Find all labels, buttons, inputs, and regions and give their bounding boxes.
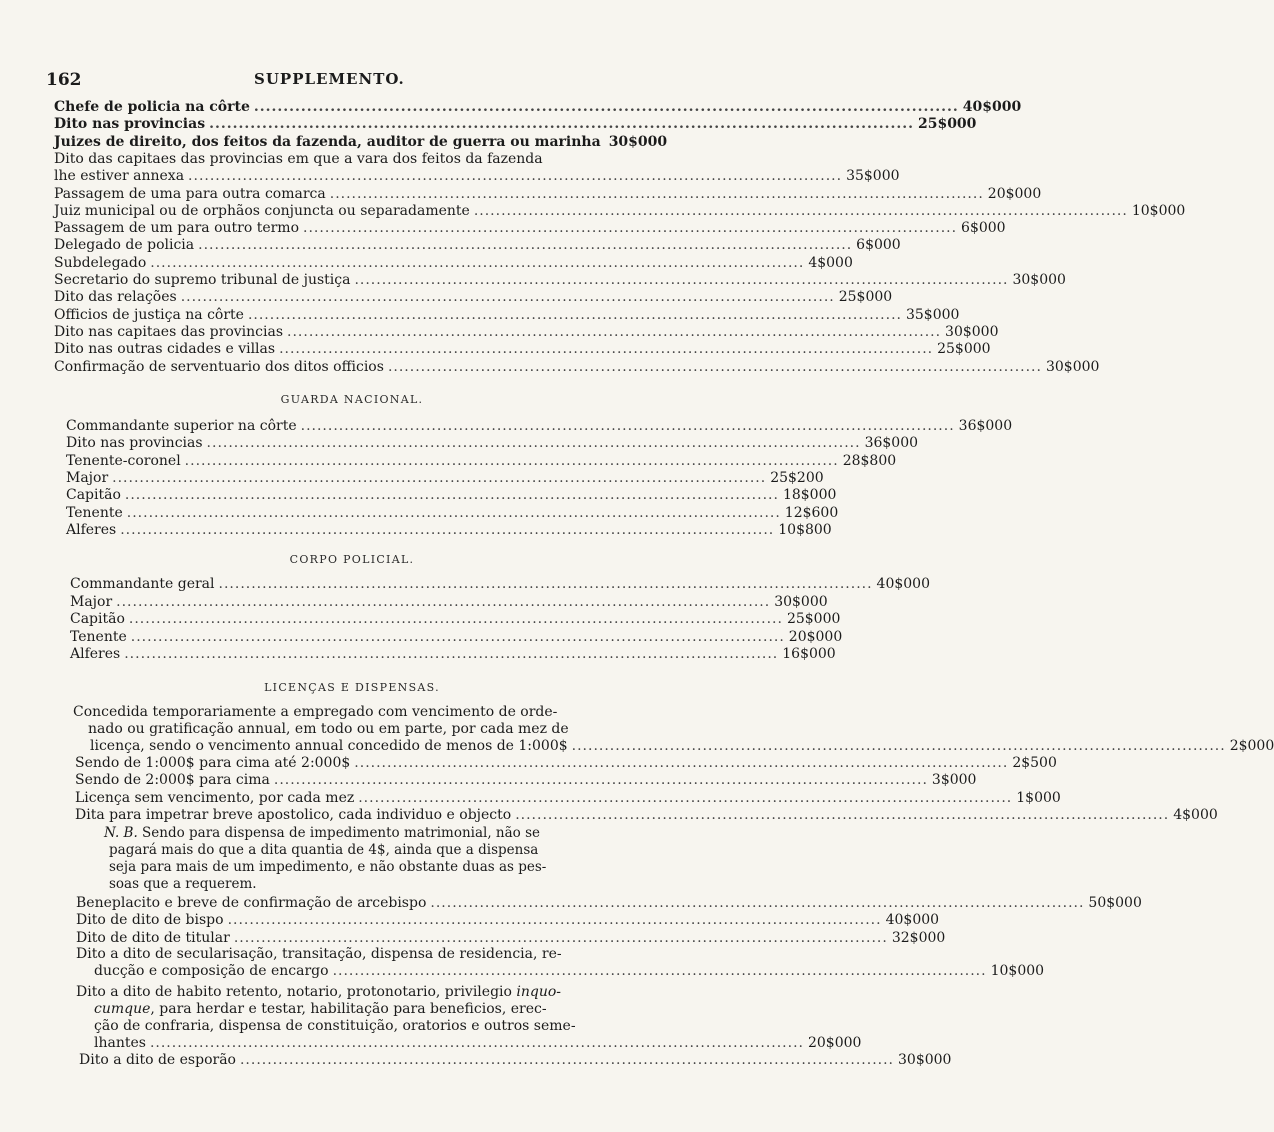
fee-value: 40$000 [885, 912, 940, 929]
section-title-corpo-policial: CORPO POLICIAL. [289, 553, 415, 566]
fee-value: 50$000 [1088, 895, 1142, 911]
fee-row: Dito nas capitaes das provincias ........................................................................................................................ 30$000 [54, 323, 999, 340]
fee-row: Tenente ........................................................................................................................ 12$600 [66, 504, 839, 521]
fee-label: Secretario do supremo tribunal de justiça [54, 272, 351, 288]
fee-row: Sendo de 1:000$ para cima até 2:000$ ........................................................................................................................ 2$500 [75, 755, 1057, 771]
fee-value: 30$000 [898, 1052, 952, 1068]
text-line: nado ou gratificação annual, em todo ou em parte, por cada mez de [88, 721, 569, 737]
fee-value: 30$000 [1045, 358, 1100, 375]
fee-row [54, 133, 668, 151]
fee-value: 10$000 [1131, 202, 1186, 219]
fee-row: lhe estiver annexa ........................................................................................................................ 35$000 [54, 168, 900, 185]
fee-value: 25$000 [838, 289, 893, 306]
fee-value: 10$800 [778, 521, 832, 538]
fee-label: Dito de dito de bispo [76, 912, 224, 929]
fee-label: Licença sem vencimento, por cada mez [75, 789, 355, 806]
text-fragment: , para herdar e testar, habilitação para beneficios, erec- [150, 1001, 547, 1017]
fee-label: ducção e composição de encargo [94, 963, 329, 979]
fee-value: 2$000 [1229, 738, 1274, 754]
fee-value: 20$000 [788, 628, 843, 645]
fee-label: Tenente [66, 504, 123, 521]
fee-row: Licença sem vencimento, por cada mez ........................................................................................................................ 1$000 [75, 789, 1061, 806]
fee-row: Dito a dito de esporão ........................................................................................................................ 30$000 [79, 1052, 952, 1068]
fee-row: Capitão ........................................................................................................................ 18$000 [66, 487, 837, 504]
fee-row: ducção e composição de encargo ........................................................................................................................ 10$000 [94, 963, 1045, 979]
text-line: ção de confraria, dispensa de constituição, oratorios e outros seme- [94, 1018, 576, 1034]
page-number: 162 [46, 70, 82, 90]
fee-row: Delegado de policia ........................................................................................................................ 6$000 [54, 237, 901, 254]
fee-label: Dito das capitaes das provincias em que a vara dos feitos da fazenda [54, 150, 543, 167]
fee-row: Passagem de um para outro termo ........................................................................................................................ 6$000 [54, 220, 1006, 237]
section-title-guarda-nacional: GUARDA NACIONAL. [280, 393, 424, 406]
fee-label: Subdelegado [54, 254, 147, 271]
fee-label: lhe estiver annexa [54, 168, 185, 185]
fee-value: 25$200 [770, 469, 824, 486]
fee-label: licença, sendo o vencimento annual concedido de menos de 1:000$ [90, 738, 568, 754]
fee-label: Dito nas outras cidades e villas [54, 341, 276, 358]
fee-label: Dito a dito de esporão [79, 1052, 236, 1068]
nota-bene-label: N. B. [104, 825, 138, 841]
fee-value: 25$000 [786, 611, 841, 627]
fee-row: lhantes ........................................................................................................................ 20$000 [94, 1035, 862, 1051]
fee-label: Commandante geral [70, 576, 215, 592]
text-line: Concedida temporariamente a empregado com vencimento de orde- [73, 704, 558, 720]
fee-value: 20$000 [987, 185, 1042, 202]
fee-value: 40$000 [962, 99, 1022, 115]
fee-row: Commandante geral ........................................................................................................................ 40$000 [70, 576, 930, 592]
fee-value: 4$000 [808, 254, 853, 271]
fee-value: 6$000 [856, 237, 901, 254]
fee-value: 28$800 [842, 452, 897, 469]
fee-row: Chefe de policia na côrte ........................................................................................................................ 40$000 [54, 99, 1022, 115]
fee-label: Tenente [70, 628, 127, 645]
fee-row: Secretario do supremo tribunal de justiça ........................................................................................................................ 30$000 [54, 272, 1066, 288]
fee-value: 36$000 [864, 435, 919, 452]
text-fragment-italic: cumque [94, 1001, 151, 1017]
fee-row: Tenente ........................................................................................................................ 20$000 [70, 628, 843, 645]
fee-label: Passagem de uma para outra comarca [54, 185, 326, 202]
fee-value: 32$000 [891, 929, 946, 946]
fee-value: 25$000 [917, 116, 977, 133]
fee-label: Chefe de policia na côrte [54, 99, 250, 115]
text-fragment: Dito a dito de habito retento, notario, protonotario, privilegio [76, 984, 517, 1000]
fee-value: 4$000 [1173, 806, 1218, 823]
text-line: Sendo para dispensa de impedimento matrimonial, não se [142, 825, 540, 841]
nota-bene-line [104, 825, 540, 842]
fee-value: 12$600 [784, 504, 839, 521]
text-line [76, 984, 561, 1001]
fee-label: Commandante superior na côrte [66, 418, 297, 434]
fee-row: Tenente-coronel ........................................................................................................................ 28$800 [66, 452, 897, 469]
fee-label: Dito nas provincias [54, 116, 206, 133]
text-line [94, 1001, 547, 1018]
fee-value: 2$500 [1012, 755, 1057, 771]
fee-value: 3$000 [931, 772, 977, 789]
fee-label: lhantes [94, 1035, 146, 1051]
fee-row: Dito nas outras cidades e villas ........................................................................................................................ 25$000 [54, 341, 991, 358]
fee-row: licença, sendo o vencimento annual concedido de menos de 1:000$ ........................................................................................................................ 2$000 [90, 738, 1274, 754]
fee-value: 36$000 [958, 418, 1013, 434]
fee-value: 35$000 [846, 168, 900, 185]
fee-row: Dito nas provincias ........................................................................................................................ 36$000 [66, 435, 919, 452]
fee-label: Major [70, 593, 113, 610]
fee-row: Juiz municipal ou de orphãos conjuncta ou separadamente ........................................................................................................................ 10$000 [54, 202, 1186, 219]
fee-row: Alferes ........................................................................................................................ 10$800 [66, 521, 832, 538]
fee-value: 20$000 [807, 1035, 862, 1051]
fee-value: 6$000 [961, 220, 1006, 237]
text-line: soas que a requerem. [109, 876, 257, 892]
fee-label: Confirmação de serventuario dos ditos officios [54, 358, 384, 375]
fee-label: Sendo de 2:000$ para cima [75, 772, 270, 789]
fee-label: Dita para impetrar breve apostolico, cada individuo e objecto [75, 806, 512, 823]
fee-label: Passagem de um para outro termo [54, 220, 300, 237]
fee-value: 16$000 [782, 646, 836, 662]
fee-value: 30$000 [1012, 272, 1066, 288]
fee-row: Dita para impetrar breve apostolico, cada individuo e objecto ........................................................................................................................ 4$000 [75, 806, 1218, 823]
fee-row [54, 151, 634, 168]
fee-label: Juiz municipal ou de orphãos conjuncta ou separadamente [54, 202, 470, 219]
fee-label: Sendo de 1:000$ para cima até 2:000$ [75, 755, 351, 771]
text-line: Dito a dito de secularisação, transitação, dispensa de residencia, re- [76, 946, 562, 962]
page-title: SUPPLEMENTO. [254, 70, 405, 88]
fee-label: Major [66, 469, 109, 486]
section-title-licencas: LICENÇAS E DISPENSAS. [264, 681, 440, 694]
fee-value: 1$000 [1016, 789, 1061, 806]
fee-value: 25$000 [937, 341, 991, 358]
fee-value: 10$000 [990, 963, 1045, 979]
fee-label: Dito das relações [54, 289, 177, 306]
fee-value: 30$000 [774, 593, 828, 610]
fee-row: Officios de justiça na côrte ........................................................................................................................ 35$000 [54, 306, 960, 323]
text-line: pagará mais do que a dita quantia de 4$, ainda que a dispensa [109, 842, 539, 858]
fee-row: Capitão ........................................................................................................................ 25$000 [70, 611, 841, 627]
fee-row: Alferes ........................................................................................................................ 16$000 [70, 646, 836, 662]
fee-row: Major ........................................................................................................................ 30$000 [70, 593, 828, 610]
fee-row: Dito das relações ........................................................................................................................ 25$000 [54, 289, 893, 306]
fee-label: Alferes [70, 646, 121, 662]
fee-value: 30$000 [945, 323, 999, 340]
fee-row: Dito de dito de bispo ........................................................................................................................ 40$000 [76, 912, 940, 929]
fee-label: Capitão [66, 487, 121, 504]
fee-row: Sendo de 2:000$ para cima ........................................................................................................................ 3$000 [75, 772, 977, 789]
fee-row: Beneplacito e breve de confirmação de arcebispo ........................................................................................................................ 50$000 [76, 895, 1142, 911]
fee-label: Dito nas provincias [66, 435, 203, 452]
fee-row: Dito de dito de titular ........................................................................................................................ 32$000 [76, 929, 946, 946]
fee-label: Delegado de policia [54, 237, 195, 254]
fee-label: Capitão [70, 611, 125, 627]
fee-label: Officios de justiça na côrte [54, 306, 244, 323]
fee-row: Dito nas provincias ........................................................................................................................ 25$000 [54, 116, 977, 133]
fee-label: Beneplacito e breve de confirmação de arcebispo [76, 895, 427, 911]
fee-row: Commandante superior na côrte ........................................................................................................................ 36$000 [66, 418, 1013, 434]
fee-label: Tenente-coronel [66, 452, 181, 469]
fee-row: Major ........................................................................................................................ 25$200 [66, 469, 824, 486]
fee-row: Confirmação de serventuario dos ditos officios ........................................................................................................................ 30$000 [54, 358, 1100, 375]
fee-row: Passagem de uma para outra comarca ........................................................................................................................ 20$000 [54, 185, 1042, 202]
fee-label: Alferes [66, 521, 117, 538]
text-fragment-italic: inquo- [516, 984, 562, 1000]
fee-label: Juizes de direito, dos feitos da fazenda, auditor de guerra ou marinha [54, 133, 601, 150]
fee-value: 30$000 [608, 133, 668, 150]
fee-value: 35$000 [905, 306, 960, 323]
fee-label: Dito nas capitaes das provincias [54, 323, 284, 340]
page-header [46, 70, 646, 94]
fee-label: Dito de dito de titular [76, 929, 230, 946]
fee-value: 18$000 [782, 487, 837, 504]
fee-row: Subdelegado ........................................................................................................................ 4$000 [54, 254, 853, 271]
fee-value: 40$000 [876, 576, 930, 592]
text-line: seja para mais de um impedimento, e não obstante duas as pes- [109, 859, 547, 875]
